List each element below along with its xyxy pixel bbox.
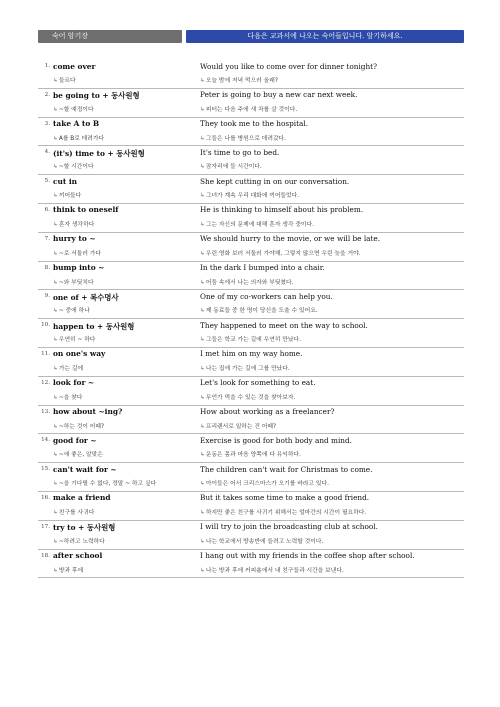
example-translation xyxy=(200,133,286,142)
example-translation xyxy=(200,75,278,84)
item-number: 2. xyxy=(44,91,50,98)
arrow-icon: ↳ xyxy=(53,394,58,401)
idiom-meaning-text: ~에 좋은, 알맞은 xyxy=(58,452,103,459)
example-sentence: Exercise is good for both body and mind. xyxy=(200,435,352,445)
example-translation-text: 제 동료들 중 한 명이 당신을 도울 수 있어요. xyxy=(205,308,318,315)
item-number: 16. xyxy=(41,494,50,501)
header-title-left: 숙어 암기장 xyxy=(38,30,182,43)
idiom-meaning-text: ~ 중에 하나 xyxy=(58,308,90,315)
item-number: 11. xyxy=(41,350,50,357)
list-item xyxy=(38,175,464,204)
example-translation xyxy=(200,334,301,343)
example-translation-text: 우린 영화 보러 서둘러 가야해, 그렇지 않으면 우린 늦을 거야. xyxy=(205,250,361,257)
idiom-meaning-text: ~로 서둘러 가다 xyxy=(58,250,102,257)
idiom-meaning-text: ~할 예정이다 xyxy=(58,106,94,113)
item-number: 15. xyxy=(41,466,50,473)
example-translation-text: 아이들은 어서 크리스마스가 오기를 바라고 있다. xyxy=(205,481,329,488)
example-translation xyxy=(200,421,276,430)
example-translation xyxy=(200,507,366,516)
arrow-icon: ↳ xyxy=(200,337,205,344)
example-translation xyxy=(200,248,361,257)
arrow-icon: ↳ xyxy=(200,452,205,459)
list-item xyxy=(38,290,464,319)
idiom-meaning-text: 방과 후에 xyxy=(58,567,84,574)
example-translation-text: 그는 자신의 문제에 대해 혼자 생각 중이다. xyxy=(205,221,314,228)
item-number: 5. xyxy=(44,178,50,185)
idiom-phrase: come over xyxy=(53,61,96,71)
idiom-meaning-text: 들르다 xyxy=(58,78,76,84)
arrow-icon: ↳ xyxy=(53,250,58,257)
idiom-meaning xyxy=(53,392,82,401)
idiom-phrase: (it's) time to + 동사원형 xyxy=(53,148,145,158)
example-sentence: They happened to meet on the way to school. xyxy=(200,320,368,330)
item-number: 17. xyxy=(41,523,50,530)
idiom-meaning-text: ~을 찾다 xyxy=(58,394,83,401)
example-translation xyxy=(200,104,297,113)
list-item xyxy=(38,146,464,175)
arrow-icon: ↳ xyxy=(200,279,205,286)
idiom-meaning xyxy=(53,507,94,516)
example-translation-text: 프리랜서로 일하는 건 어때? xyxy=(205,423,277,430)
header-title-right: 다음은 교과서에 나오는 숙어들입니다. 암기하세요. xyxy=(186,30,464,43)
arrow-icon: ↳ xyxy=(200,193,205,200)
item-number: 18. xyxy=(41,552,50,559)
example-translation-text: 그들은 학교 가는 길에 우연히 만났다. xyxy=(205,337,301,344)
idiom-meaning-text: 친구를 사귀다 xyxy=(58,509,95,516)
item-number: 10. xyxy=(41,322,50,329)
example-translation xyxy=(200,449,301,458)
arrow-icon: ↳ xyxy=(53,308,58,315)
item-number: 3. xyxy=(44,120,50,127)
arrow-icon: ↳ xyxy=(200,250,205,257)
idiom-phrase: hurry to ~ xyxy=(53,234,96,244)
example-translation-text: 그들은 나를 병원으로 데려갔다. xyxy=(205,135,287,142)
list-item xyxy=(38,521,464,550)
idiom-meaning xyxy=(53,104,94,113)
arrow-icon: ↳ xyxy=(53,452,58,459)
arrow-icon: ↳ xyxy=(53,164,58,171)
list-item xyxy=(38,60,464,89)
idiom-meaning xyxy=(53,133,104,142)
list-item xyxy=(38,550,464,579)
arrow-icon: ↳ xyxy=(200,394,205,401)
arrow-icon: ↳ xyxy=(53,423,58,430)
example-sentence: Peter is going to buy a new car next week. xyxy=(200,90,358,100)
example-translation-text: 나는 집에 가는 길에 그를 만났다. xyxy=(205,365,290,372)
list-item xyxy=(38,319,464,348)
arrow-icon: ↳ xyxy=(200,423,205,430)
example-sentence: He is thinking to himself about his problem. xyxy=(200,205,364,215)
item-number: 7. xyxy=(44,235,50,242)
idiom-meaning xyxy=(53,536,105,545)
example-sentence: In the dark I bumped into a chair. xyxy=(200,263,325,273)
idiom-meaning-text: ~와 부딪치다 xyxy=(58,279,94,286)
item-number: 9. xyxy=(44,293,50,300)
idiom-phrase: try to + 동사원형 xyxy=(53,523,116,533)
arrow-icon: ↳ xyxy=(53,509,58,516)
idiom-meaning-text: ~하는 것이 어때? xyxy=(58,423,105,430)
example-translation xyxy=(200,565,344,574)
idiom-meaning xyxy=(53,449,103,458)
idiom-meaning xyxy=(53,334,95,343)
idiom-phrase: look for ~ xyxy=(53,378,95,388)
example-sentence: It's time to go to bed. xyxy=(200,147,280,157)
list-item xyxy=(38,463,464,492)
example-sentence: How about working as a freelancer? xyxy=(200,407,335,417)
list-item xyxy=(38,204,464,233)
example-translation-text: 나는 학교에서 방송반에 들려고 노력할 것이다. xyxy=(205,538,324,545)
idiom-phrase: how about ~ing? xyxy=(53,407,123,417)
arrow-icon: ↳ xyxy=(53,135,58,142)
arrow-icon: ↳ xyxy=(200,509,205,516)
list-item xyxy=(38,262,464,291)
example-sentence: She kept cutting in on our conversation. xyxy=(200,176,350,186)
example-translation xyxy=(200,305,318,314)
item-number: 14. xyxy=(41,437,50,444)
idiom-phrase: bump into ~ xyxy=(53,263,105,273)
list-item xyxy=(38,406,464,435)
arrow-icon: ↳ xyxy=(53,193,58,200)
arrow-icon: ↳ xyxy=(200,308,205,315)
idiom-meaning-text: 끼어들다 xyxy=(58,193,82,200)
idiom-phrase: good for ~ xyxy=(53,435,97,445)
example-sentence: I hang out with my friends in the coffee shop after school. xyxy=(200,551,415,561)
arrow-icon: ↳ xyxy=(53,337,58,344)
example-sentence: One of my co-workers can help you. xyxy=(200,291,333,301)
arrow-icon: ↳ xyxy=(53,365,58,372)
example-translation xyxy=(200,392,295,401)
arrow-icon: ↳ xyxy=(200,538,205,545)
idiom-phrase: can't wait for ~ xyxy=(53,464,117,474)
example-translation-text: 피터는 다음 주에 새 차를 살 것이다. xyxy=(205,106,298,113)
item-number: 8. xyxy=(44,264,50,271)
example-sentence: Would you like to come over for dinner tonight? xyxy=(200,61,378,71)
idiom-meaning xyxy=(53,75,76,84)
arrow-icon: ↳ xyxy=(200,78,205,84)
example-translation-text: 나는 방과 후에 커피숍에서 내 친구들과 시간을 보낸다. xyxy=(205,567,344,574)
example-translation-text: 그녀가 계속 우리 대화에 끼어들었다. xyxy=(205,193,300,200)
idiom-meaning-text: A를 B로 데려가다 xyxy=(58,135,105,142)
example-translation xyxy=(200,219,314,228)
item-number: 13. xyxy=(41,408,50,415)
idiom-phrase: take A to B xyxy=(53,119,100,129)
idiom-meaning xyxy=(53,219,94,228)
example-sentence: They took me to the hospital. xyxy=(200,119,309,129)
example-translation xyxy=(200,478,329,487)
example-translation-text: 운동은 몸과 마음 양쪽에 다 유익하다. xyxy=(205,452,301,459)
idiom-meaning-text: 가는 길에 xyxy=(58,365,84,372)
idiom-meaning xyxy=(53,421,104,430)
list-item xyxy=(38,492,464,521)
list-item xyxy=(38,233,464,262)
idiom-meaning xyxy=(53,248,101,257)
example-translation-text: 잠자리에 들 시간이다. xyxy=(205,164,262,171)
idiom-meaning-text: ~을 기다릴 수 없다, 정말 ~ 하고 싶다 xyxy=(58,481,157,488)
example-sentence: But it takes some time to make a good friend. xyxy=(200,493,370,503)
item-number: 12. xyxy=(41,379,50,386)
idiom-meaning xyxy=(53,565,83,574)
example-sentence: I will try to join the broadcasting club at school. xyxy=(200,522,378,532)
arrow-icon: ↳ xyxy=(200,106,205,113)
idiom-phrase: make a friend xyxy=(53,493,111,503)
idiom-meaning-text: ~하려고 노력하다 xyxy=(58,538,105,545)
idiom-meaning xyxy=(53,190,81,199)
idiom-phrase: think to oneself xyxy=(53,205,119,215)
idiom-meaning xyxy=(53,478,156,487)
idiom-list xyxy=(38,60,464,578)
idiom-phrase: happen to + 동사원형 xyxy=(53,321,135,331)
example-sentence: We should hurry to the movie, or we will be late. xyxy=(200,234,381,244)
arrow-icon: ↳ xyxy=(200,481,205,488)
idiom-meaning xyxy=(53,277,94,286)
arrow-icon: ↳ xyxy=(53,481,58,488)
example-translation-text: 오늘 밤에 저녁 먹으러 올래? xyxy=(205,78,278,84)
idiom-meaning xyxy=(53,363,83,372)
example-sentence: Let's look for something to eat. xyxy=(200,378,316,388)
list-item xyxy=(38,434,464,463)
arrow-icon: ↳ xyxy=(53,538,58,545)
idiom-meaning xyxy=(53,161,94,170)
arrow-icon: ↳ xyxy=(53,106,58,113)
idiom-meaning-text: ~할 시간이다 xyxy=(58,164,94,171)
list-item xyxy=(38,348,464,377)
arrow-icon: ↳ xyxy=(200,164,205,171)
item-number: 4. xyxy=(44,149,50,156)
example-translation xyxy=(200,190,299,199)
example-translation xyxy=(200,161,262,170)
arrow-icon: ↳ xyxy=(200,221,205,228)
example-translation-text: 어둠 속에서 나는 의자와 부딪쳤다. xyxy=(205,279,294,286)
list-item xyxy=(38,89,464,118)
idiom-meaning-text: 우연히 ~ 하다 xyxy=(58,337,96,344)
item-number: 1. xyxy=(44,63,50,69)
arrow-icon: ↳ xyxy=(53,78,58,84)
idiom-meaning xyxy=(53,305,90,314)
idiom-phrase: one of + 복수명사 xyxy=(53,292,119,302)
arrow-icon: ↳ xyxy=(53,221,58,228)
arrow-icon: ↳ xyxy=(200,365,205,372)
example-translation-text: 하지만 좋은 친구를 사귀기 위해서는 얼마간의 시간이 필요하다. xyxy=(205,509,367,516)
arrow-icon: ↳ xyxy=(200,567,205,574)
item-number: 6. xyxy=(44,206,50,213)
idiom-phrase: be going to + 동사원형 xyxy=(53,91,140,101)
idiom-meaning-text: 혼자 생각하다 xyxy=(58,221,95,228)
example-sentence: I met him on my way home. xyxy=(200,349,303,359)
example-translation xyxy=(200,536,323,545)
example-sentence: The children can't wait for Christmas to come. xyxy=(200,464,373,474)
header-bar xyxy=(38,30,464,43)
idiom-phrase: on one's way xyxy=(53,349,106,359)
example-translation-text: 무언가 먹을 수 있는 것을 찾아보자. xyxy=(205,394,296,401)
arrow-icon: ↳ xyxy=(200,135,205,142)
example-translation xyxy=(200,277,293,286)
list-item xyxy=(38,118,464,147)
example-translation xyxy=(200,363,290,372)
arrow-icon: ↳ xyxy=(53,567,58,574)
idiom-phrase: cut in xyxy=(53,176,78,186)
idiom-phrase: after school xyxy=(53,551,103,561)
list-item xyxy=(38,377,464,406)
arrow-icon: ↳ xyxy=(53,279,58,286)
